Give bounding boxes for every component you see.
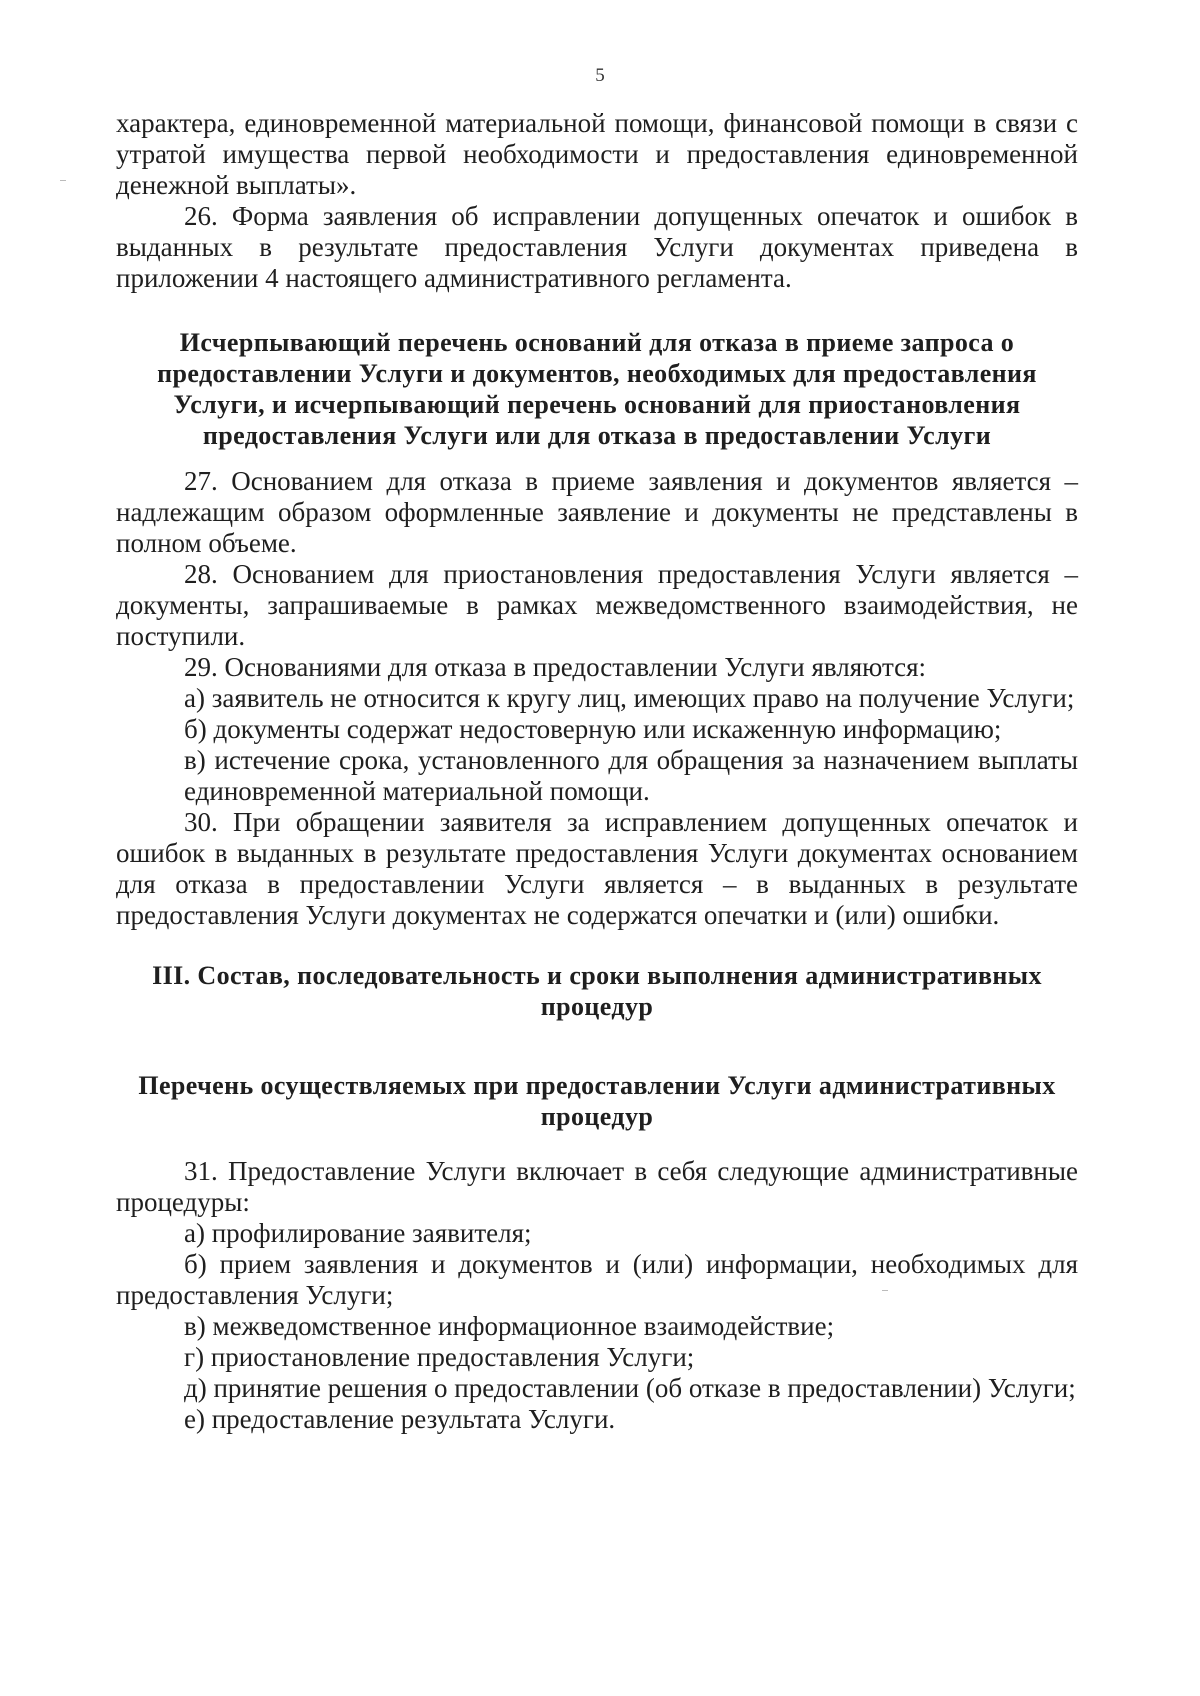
paragraph-26: 26. Форма заявления об исправлении допущенных опечаток и ошибок в выданных в результате предоставления Услуги документах приведена в приложении 4 настоящего административного регламента. xyxy=(116,201,1078,293)
paragraph-30: 30. При обращении заявителя за исправлением допущенных опечаток и ошибок в выданных в результате предоставления Услуги документах основанием для отказа в предоставлении Услуги является – в выданных в результате предоставления Услуги документах не содержатся опечатки и (или) ошибки. xyxy=(116,807,1078,930)
paragraph-27: 27. Основанием для отказа в приеме заявления и документов является – надлежащим образом оформленные заявление и документы не представлены в полном объеме. xyxy=(116,466,1078,558)
section-heading-refusal-grounds: Исчерпывающий перечень оснований для отказа в приеме запроса о предоставлении Услуги и документов, необходимых для предоставления Услуги, и исчерпывающий перечень оснований для приостановления предоставления Услуги или для отказа в предоставлении Услуги xyxy=(157,328,1037,450)
list-item-31e: д) принятие решения о предоставлении (об отказе в предоставлении) Услуги; xyxy=(184,1373,1076,1403)
list-item-31b: б) прием заявления и документов и (или) информации, необходимых для предоставления Услуги; xyxy=(116,1249,1078,1310)
scan-speck xyxy=(882,1290,888,1291)
paragraph-continuation: характера, единовременной материальной помощи, финансовой помощи в связи с утратой имущества первой необходимости и предоставления единовременной денежной выплаты». xyxy=(116,108,1078,200)
section-heading-procedures-list: Перечень осуществляемых при предоставлении Услуги административных процедур xyxy=(138,1071,1056,1131)
list-item-29c: в) истечение срока, установленного для обращения за назначением выплаты единовременной материальной помощи. xyxy=(184,745,1078,806)
list-item-31f: е) предоставление результата Услуги. xyxy=(184,1404,616,1434)
paragraph-29: 29. Основаниями для отказа в предоставлении Услуги являются: xyxy=(184,652,927,682)
list-item-31a: а) профилирование заявителя; xyxy=(184,1218,532,1248)
list-item-29b: б) документы содержат недостоверную или искаженную информацию; xyxy=(184,714,1002,744)
list-item-29a: а) заявитель не относится к кругу лиц, имеющих право на получение Услуги; xyxy=(184,683,1075,713)
list-item-31d: г) приостановление предоставления Услуги; xyxy=(184,1342,695,1372)
scan-speck xyxy=(60,180,66,181)
chapter-heading-iii: III. Состав, последовательность и сроки выполнения административных процедур xyxy=(152,961,1042,1021)
paragraph-28: 28. Основанием для приостановления предоставления Услуги является – документы, запрашиваемые в рамках межведомственного взаимодействия, не поступили. xyxy=(116,559,1078,651)
list-item-31c: в) межведомственное информационное взаимодействие; xyxy=(184,1311,835,1341)
page-number: 5 xyxy=(595,65,605,86)
paragraph-31: 31. Предоставление Услуги включает в себя следующие административные процедуры: xyxy=(116,1156,1078,1217)
